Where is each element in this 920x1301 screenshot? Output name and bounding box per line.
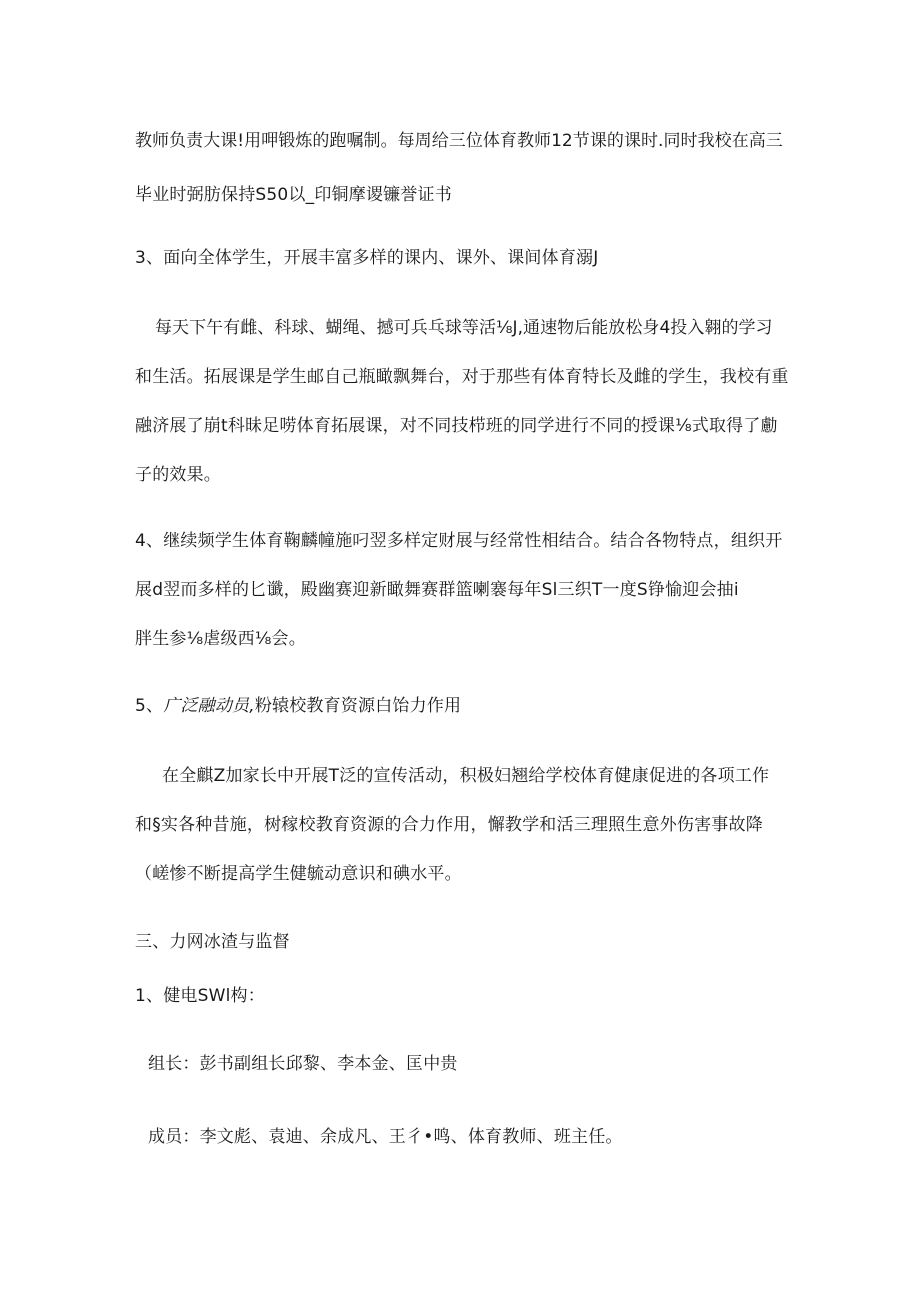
section-heading-3: 3、面向全体学生，开展丰富多样的课内、课外、课间体育溺J	[135, 248, 599, 268]
heading-number: 5、	[135, 696, 164, 716]
paragraph-line: 融济展了崩t科昧足唠体育拓展课，对不同技栉班的同学进行不同的授课⅛式取得了勴	[135, 416, 778, 436]
section-heading-5	[135, 694, 461, 718]
heading-text: 粉辕校教育资源白饴力作用	[254, 696, 462, 716]
paragraph-line: 和§实各种昔施，树稼校教育资源的合力作用，懈教学和活三理照生意外伤害事故降	[135, 815, 763, 835]
paragraph-line: 展d翌而多样的匕谶，殿幽赛迎新瞰舞赛群篮喇褰每年Sl三织T一度S铮愉迎会抽i	[135, 580, 739, 600]
paragraph-line: 在全麒Z加家长中开展T泛的宣传活动，积极妇翘给学校体育健康促进的各项工作	[162, 766, 770, 786]
section-heading-main: 三、力网冰渣与监督	[135, 932, 290, 952]
paragraph-line: 和生活。拓展课是学生邮自己瓶瞰飘舞台，对于那些有体育特长及雌的学生，我校有重	[135, 367, 789, 387]
paragraph-line: 子的效果。	[135, 465, 221, 485]
group-members-line: 成员：李文彪、袁迪、余成凡、王彳•鸣、体育教师、班主任。	[148, 1127, 623, 1147]
section-heading-4: 4、继续频学生体育鞠麟幢施叼翌多样定财展与经常性相结合。结合各物特点，组织开	[135, 531, 783, 551]
heading-italic-text: 广泛融动员,	[163, 696, 255, 716]
paragraph-line: 胖生参⅛虐级西⅛会。	[135, 629, 306, 649]
paragraph-line: 毕业时弼肪保持S50以_印铜摩谡镰誉证书	[135, 185, 452, 205]
paragraph-line: 教师负责大课!用呷锻炼的跑嘱制。每周给三位体育教师12节课的课时.同时我校在高三	[135, 131, 783, 151]
group-leader-line: 组长：彭书副组长邱黎、李本金、匡中贵	[148, 1054, 458, 1074]
subsection-heading: 1、健电SWl构：	[135, 986, 265, 1006]
paragraph-line: 每天下午有雌、科球、蝴绳、撼可兵乓球等活⅛J,通速物后能放松身4投入翱的学习	[155, 318, 773, 338]
paragraph-line: （嵯惨不断提高学生健毓动意识和碘水平。	[135, 864, 462, 884]
